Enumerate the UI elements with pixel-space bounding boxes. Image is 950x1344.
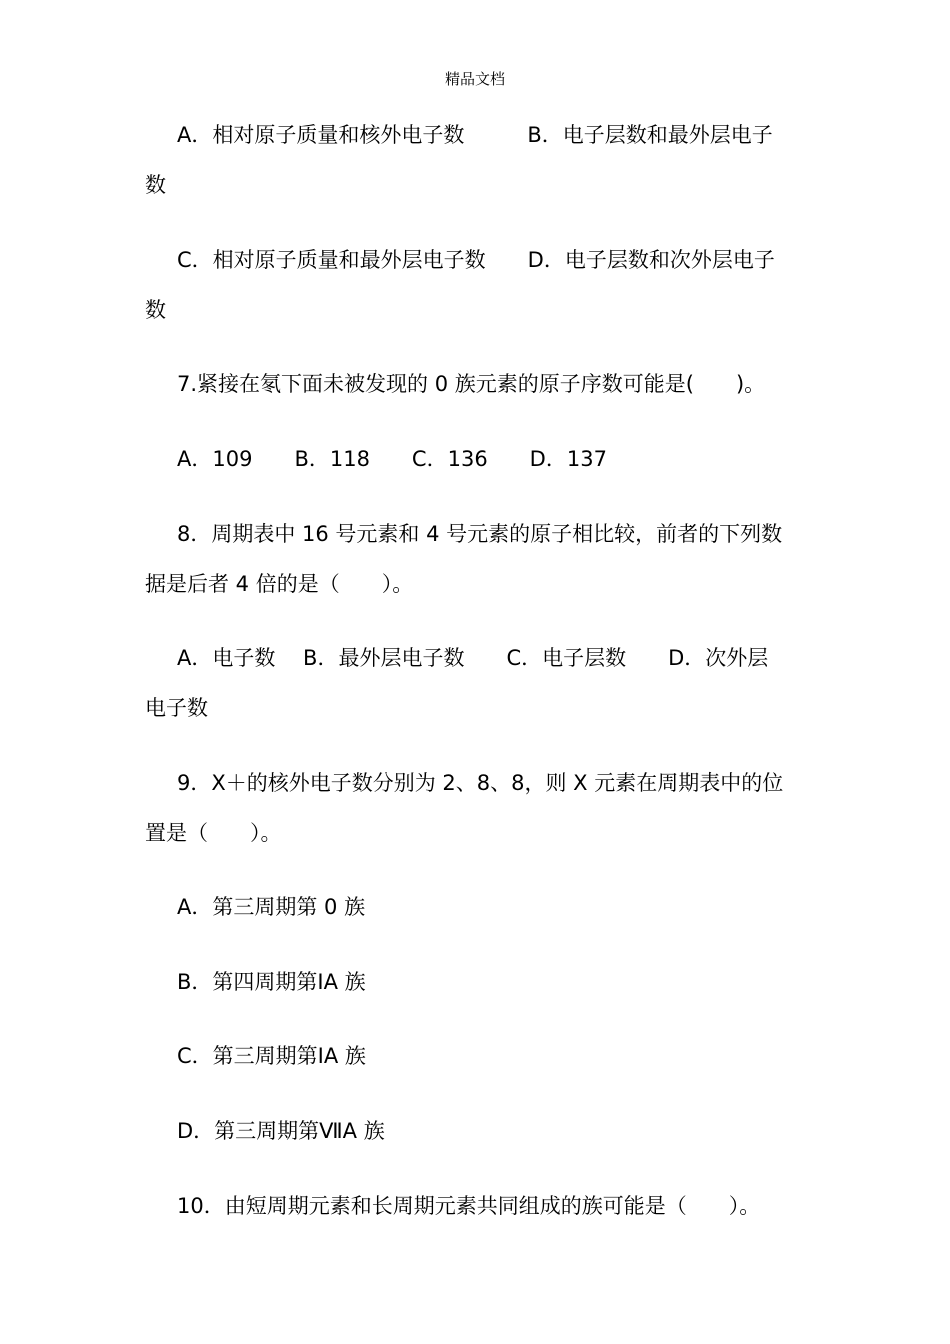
q9-option-d: D．第三周期第ⅦA 族 — [177, 1119, 385, 1143]
q9-option-b: B．第四周期第ⅠA 族 — [177, 970, 366, 994]
page-header: 精品文档 — [444, 70, 505, 88]
question-8-continued: 据是后者 4 倍的是（ ）。 — [145, 572, 414, 596]
q6-options-cd: C．相对原子质量和最外层电子数 D．电子层数和次外层电子 — [177, 248, 775, 272]
question-9-continued: 置是（ ）。 — [145, 821, 282, 845]
q6-options-ab: A．相对原子质量和核外电子数 B．电子层数和最外层电子 — [177, 123, 773, 147]
question-8: 8．周期表中 16 号元素和 4 号元素的原子相比较，前者的下列数 — [177, 522, 783, 546]
question-9: 9．X＋的核外电子数分别为 2、8、8，则 X 元素在周期表中的位 — [177, 771, 784, 795]
question-7: 7.紧接在氡下面未被发现的 0 族元素的原子序数可能是( )。 — [177, 372, 766, 396]
q6-options-ab-continued: 数 — [145, 173, 166, 197]
q8-options-continued: 电子数 — [145, 696, 208, 720]
q9-option-a: A．第三周期第 0 族 — [177, 895, 366, 919]
q6-options-cd-continued: 数 — [145, 298, 166, 322]
question-10: 10．由短周期元素和长周期元素共同组成的族可能是（ ）。 — [177, 1194, 761, 1218]
q9-option-c: C．第三周期第ⅠA 族 — [177, 1044, 366, 1068]
q8-options: A．电子数 B．最外层电子数 C．电子层数 D．次外层 — [177, 646, 769, 670]
q7-options: A．109 B．118 C．136 D．137 — [177, 447, 607, 471]
